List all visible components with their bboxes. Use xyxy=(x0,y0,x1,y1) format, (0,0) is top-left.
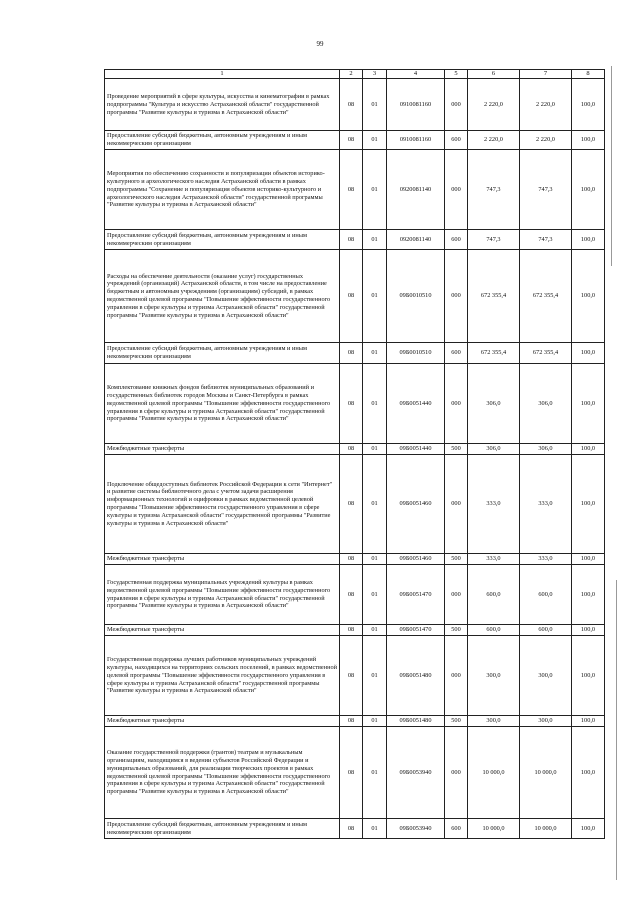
subsection-code-cell: 01 xyxy=(363,554,387,565)
expense-type-cell: 500 xyxy=(445,625,468,636)
section-code-cell: 08 xyxy=(340,250,363,343)
header-cell: 8 xyxy=(572,70,605,79)
percent-cell: 100,0 xyxy=(572,150,605,230)
expense-name-cell: Оказание государственной поддержки (грантов) театрам и музыкальным организациям, находящимся в ведении субъектов Российской Федерации и муниципальных образований, для реализации творческих проектов в рамках ведомственной целевой программы "Повышение эффективности государственного управления в сфере культуры и туризма Астраханской области" государственной программы "Развитие культуры и туризма в Астраханской области" xyxy=(105,727,340,819)
table-row xyxy=(105,131,605,150)
expense-type-cell: 500 xyxy=(445,444,468,455)
planned-amount-cell: 600,0 xyxy=(468,625,520,636)
target-article-cell: 09Б0051440 xyxy=(387,364,445,444)
planned-amount-cell: 672 355,4 xyxy=(468,343,520,364)
expense-type-cell: 500 xyxy=(445,716,468,727)
expense-name-cell: Государственная поддержка муниципальных учреждений культуры в рамках ведомственной целевой программы "Повышение эффективности государственного управления в сфере культуры и туризма Астраханской области" государственной программы "Развитие культуры и туризма в Астраханской области" xyxy=(105,565,340,625)
planned-amount-cell: 306,0 xyxy=(468,364,520,444)
header-row xyxy=(105,70,605,79)
target-article-cell: 09Б0051460 xyxy=(387,554,445,565)
planned-amount-cell: 672 355,4 xyxy=(468,250,520,343)
subsection-code-cell: 01 xyxy=(363,343,387,364)
header-cell: 6 xyxy=(468,70,520,79)
section-code-cell: 08 xyxy=(340,625,363,636)
expense-name-cell: Подключение общедоступных библиотек Российской Федерации к сети "Интернет" и развитие системы библиотечного дела с учетом задачи расширения информационных технологий и оцифровки в рамках ведомственной целевой программы "Повышение эффективности государственного управления в сфере культуры и туризма Астраханской области" государственной программы "Развитие культуры и туризма в Астраханской области" xyxy=(105,455,340,554)
subsection-code-cell: 01 xyxy=(363,636,387,716)
subsection-code-cell: 01 xyxy=(363,79,387,131)
actual-amount-cell: 10 000,0 xyxy=(520,819,572,839)
planned-amount-cell: 2 220,0 xyxy=(468,79,520,131)
percent-cell: 100,0 xyxy=(572,625,605,636)
subsection-code-cell: 01 xyxy=(363,625,387,636)
actual-amount-cell: 333,0 xyxy=(520,554,572,565)
percent-cell: 100,0 xyxy=(572,79,605,131)
table-row xyxy=(105,716,605,727)
expense-name-cell: Межбюджетные трансферты xyxy=(105,444,340,455)
planned-amount-cell: 600,0 xyxy=(468,565,520,625)
table-row xyxy=(105,444,605,455)
target-article-cell: 09Б0010510 xyxy=(387,343,445,364)
expense-name-cell: Предоставление субсидий бюджетным, автономным учреждениям и иным некоммерческим организациям xyxy=(105,230,340,250)
table-row xyxy=(105,554,605,565)
planned-amount-cell: 2 220,0 xyxy=(468,131,520,150)
expense-type-cell: 000 xyxy=(445,364,468,444)
actual-amount-cell: 600,0 xyxy=(520,565,572,625)
target-article-cell: 09Б0051440 xyxy=(387,444,445,455)
target-article-cell: 0920081140 xyxy=(387,150,445,230)
percent-cell: 100,0 xyxy=(572,727,605,819)
expense-name-cell: Межбюджетные трансферты xyxy=(105,554,340,565)
expense-name-cell: Межбюджетные трансферты xyxy=(105,716,340,727)
target-article-cell: 09Б0053940 xyxy=(387,819,445,839)
expense-type-cell: 000 xyxy=(445,565,468,625)
actual-amount-cell: 747,3 xyxy=(520,230,572,250)
expense-name-cell: Расходы на обеспечение деятельности (оказание услуг) государственных учреждений (организаций) Астраханской области, в том числе на предоставление бюджетным и автономным учреждениям (организациям) субсидий, в рамках ведомственной целевой программы "Повышение эффективности государственного управления в сфере культуры и туризма Астраханской области" государственной программы "Развитие культуры и туризма в Астраханской области" xyxy=(105,250,340,343)
scan-margin-line xyxy=(611,66,612,266)
subsection-code-cell: 01 xyxy=(363,131,387,150)
subsection-code-cell: 01 xyxy=(363,150,387,230)
table-row xyxy=(105,343,605,364)
percent-cell: 100,0 xyxy=(572,364,605,444)
expense-name-cell: Межбюджетные трансферты xyxy=(105,625,340,636)
table-row xyxy=(105,727,605,819)
table-row xyxy=(105,625,605,636)
table-row xyxy=(105,819,605,839)
target-article-cell: 0910081160 xyxy=(387,131,445,150)
actual-amount-cell: 600,0 xyxy=(520,625,572,636)
expense-name-cell: Предоставление субсидий бюджетным, автономным учреждениям и иным некоммерческим организациям xyxy=(105,819,340,839)
section-code-cell: 08 xyxy=(340,636,363,716)
table-row xyxy=(105,565,605,625)
expense-type-cell: 000 xyxy=(445,727,468,819)
target-article-cell: 09Б0051480 xyxy=(387,636,445,716)
section-code-cell: 08 xyxy=(340,343,363,364)
subsection-code-cell: 01 xyxy=(363,819,387,839)
target-article-cell: 09Б0010510 xyxy=(387,250,445,343)
percent-cell: 100,0 xyxy=(572,716,605,727)
expense-name-cell: Мероприятия по обеспечению сохранности и популяризации объектов историко-культурного и археологического наследия Астраханской области в рамках подпрограммы "Сохранение и популяризация объектов историко-культурного и археологического наследия Астраханской области" государственной программы "Развитие культуры и туризма в Астраханской области" xyxy=(105,150,340,230)
actual-amount-cell: 10 000,0 xyxy=(520,727,572,819)
subsection-code-cell: 01 xyxy=(363,565,387,625)
table-row xyxy=(105,636,605,716)
actual-amount-cell: 672 355,4 xyxy=(520,343,572,364)
section-code-cell: 08 xyxy=(340,79,363,131)
expense-type-cell: 000 xyxy=(445,250,468,343)
header-cell: 2 xyxy=(340,70,363,79)
section-code-cell: 08 xyxy=(340,364,363,444)
section-code-cell: 08 xyxy=(340,150,363,230)
section-code-cell: 08 xyxy=(340,444,363,455)
page-number: 99 xyxy=(316,40,324,48)
expense-type-cell: 000 xyxy=(445,150,468,230)
expense-type-cell: 600 xyxy=(445,230,468,250)
header-cell: 3 xyxy=(363,70,387,79)
planned-amount-cell: 333,0 xyxy=(468,455,520,554)
actual-amount-cell: 300,0 xyxy=(520,716,572,727)
table-row xyxy=(105,79,605,131)
section-code-cell: 08 xyxy=(340,727,363,819)
expense-name-cell: Государственная поддержка лучших работников муниципальных учреждений культуры, находящихся на территориях сельских поселений, в рамках ведомственной целевой программы "Повышение эффективности государственного управления в сфере культуры и туризма Астраханской области" государственной программы "Развитие культуры и туризма в Астраханской области" xyxy=(105,636,340,716)
table-row xyxy=(105,150,605,230)
subsection-code-cell: 01 xyxy=(363,716,387,727)
expense-type-cell: 000 xyxy=(445,79,468,131)
actual-amount-cell: 333,0 xyxy=(520,455,572,554)
actual-amount-cell: 2 220,0 xyxy=(520,131,572,150)
percent-cell: 100,0 xyxy=(572,819,605,839)
expense-name-cell: Комплектование книжных фондов библиотек муниципальных образований и государственных библиотек городов Москвы и Санкт-Петербурга в рамках ведомственной целевой программы "Повышение эффективности государственного управления в сфере культуры и туризма Астраханской области" государственной программы "Развитие культуры и туризма в Астраханской области" xyxy=(105,364,340,444)
section-code-cell: 08 xyxy=(340,554,363,565)
percent-cell: 100,0 xyxy=(572,343,605,364)
target-article-cell: 0920081140 xyxy=(387,230,445,250)
planned-amount-cell: 10 000,0 xyxy=(468,819,520,839)
section-code-cell: 08 xyxy=(340,230,363,250)
section-code-cell: 08 xyxy=(340,131,363,150)
percent-cell: 100,0 xyxy=(572,565,605,625)
target-article-cell: 09Б0051470 xyxy=(387,625,445,636)
actual-amount-cell: 300,0 xyxy=(520,636,572,716)
header-cell: 1 xyxy=(105,70,340,79)
budget-table-wrapper xyxy=(104,69,604,839)
target-article-cell: 09Б0051480 xyxy=(387,716,445,727)
actual-amount-cell: 306,0 xyxy=(520,364,572,444)
actual-amount-cell: 306,0 xyxy=(520,444,572,455)
scan-margin-line xyxy=(616,580,617,880)
section-code-cell: 08 xyxy=(340,819,363,839)
expense-name-cell: Предоставление субсидий бюджетным, автономным учреждениям и иным некоммерческим организациям xyxy=(105,343,340,364)
target-article-cell: 09Б0051470 xyxy=(387,565,445,625)
percent-cell: 100,0 xyxy=(572,455,605,554)
subsection-code-cell: 01 xyxy=(363,727,387,819)
expense-type-cell: 600 xyxy=(445,343,468,364)
percent-cell: 100,0 xyxy=(572,554,605,565)
subsection-code-cell: 01 xyxy=(363,250,387,343)
header-cell: 5 xyxy=(445,70,468,79)
target-article-cell: 09Б0051460 xyxy=(387,455,445,554)
planned-amount-cell: 747,3 xyxy=(468,230,520,250)
percent-cell: 100,0 xyxy=(572,636,605,716)
section-code-cell: 08 xyxy=(340,455,363,554)
percent-cell: 100,0 xyxy=(572,250,605,343)
table-row xyxy=(105,250,605,343)
planned-amount-cell: 333,0 xyxy=(468,554,520,565)
table-row xyxy=(105,230,605,250)
expense-type-cell: 600 xyxy=(445,131,468,150)
subsection-code-cell: 01 xyxy=(363,444,387,455)
table-row xyxy=(105,455,605,554)
planned-amount-cell: 306,0 xyxy=(468,444,520,455)
header-cell: 7 xyxy=(520,70,572,79)
planned-amount-cell: 747,3 xyxy=(468,150,520,230)
budget-table xyxy=(104,69,605,839)
expense-name-cell: Проведение мероприятий в сфере культуры, искусства и кинематографии в рамках подпрограммы "Культура и искусство Астраханской области" государственной программы "Развитие культуры и туризма в Астраханской области" xyxy=(105,79,340,131)
percent-cell: 100,0 xyxy=(572,230,605,250)
table-row xyxy=(105,364,605,444)
percent-cell: 100,0 xyxy=(572,131,605,150)
section-code-cell: 08 xyxy=(340,716,363,727)
actual-amount-cell: 2 220,0 xyxy=(520,79,572,131)
target-article-cell: 0910081160 xyxy=(387,79,445,131)
actual-amount-cell: 672 355,4 xyxy=(520,250,572,343)
expense-type-cell: 000 xyxy=(445,636,468,716)
table-body xyxy=(105,79,605,839)
expense-type-cell: 600 xyxy=(445,819,468,839)
planned-amount-cell: 300,0 xyxy=(468,636,520,716)
percent-cell: 100,0 xyxy=(572,444,605,455)
section-code-cell: 08 xyxy=(340,565,363,625)
planned-amount-cell: 300,0 xyxy=(468,716,520,727)
actual-amount-cell: 747,3 xyxy=(520,150,572,230)
subsection-code-cell: 01 xyxy=(363,364,387,444)
planned-amount-cell: 10 000,0 xyxy=(468,727,520,819)
header-cell: 4 xyxy=(387,70,445,79)
subsection-code-cell: 01 xyxy=(363,230,387,250)
expense-type-cell: 500 xyxy=(445,554,468,565)
expense-name-cell: Предоставление субсидий бюджетным, автономным учреждениям и иным некоммерческим организациям xyxy=(105,131,340,150)
subsection-code-cell: 01 xyxy=(363,455,387,554)
expense-type-cell: 000 xyxy=(445,455,468,554)
target-article-cell: 09Б0053940 xyxy=(387,727,445,819)
